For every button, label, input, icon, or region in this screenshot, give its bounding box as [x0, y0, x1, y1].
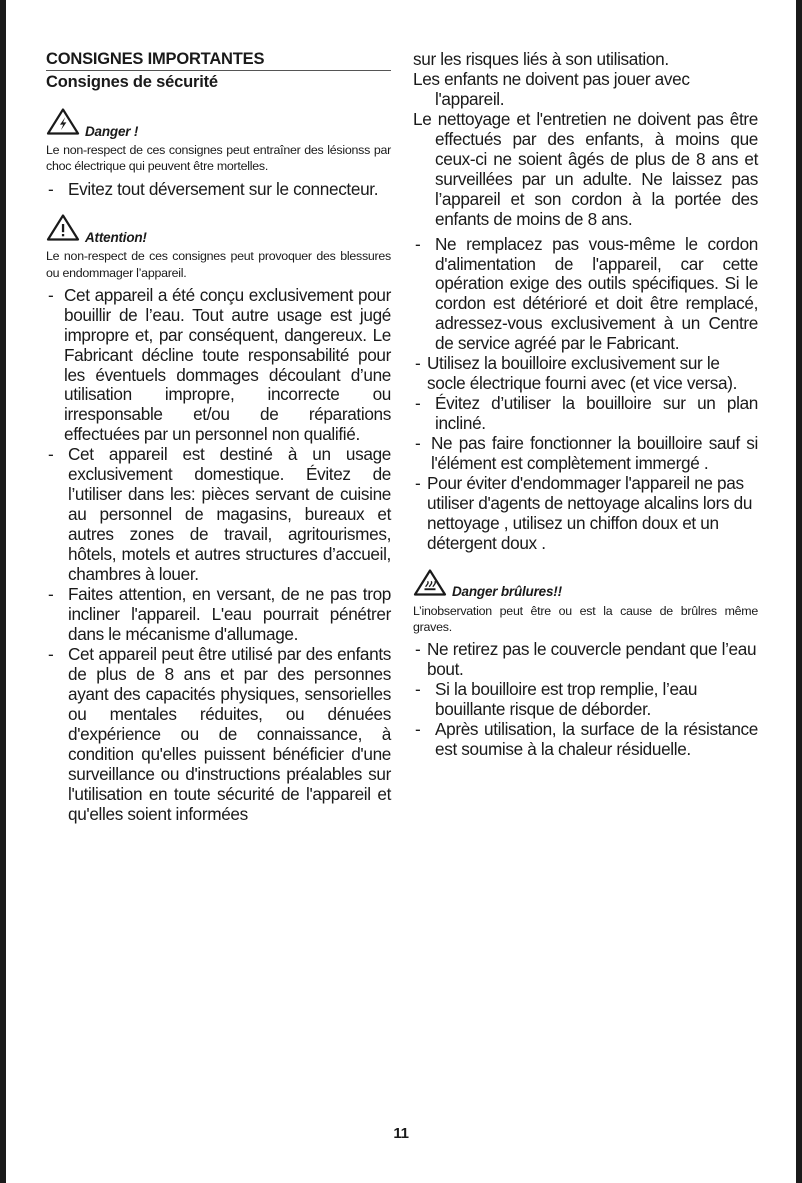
list-bullet-dash: - — [48, 643, 54, 664]
danger-warning-list — [46, 180, 391, 200]
list-item-text: Ne remplacez pas vous-même le cordon d'alimentation de l'appareil, car cette opération exige des outils spécifiques. Si le cordon est détérioré et doit être remplacé, adressez-vous exclusivement à un Centre de service agréé par le Fabricant. — [435, 233, 758, 354]
left-column — [46, 50, 391, 824]
right-column — [413, 50, 758, 824]
danger-warning-block — [46, 107, 391, 199]
list-bullet-dash: - — [415, 433, 421, 454]
list-bullet-dash: - — [415, 639, 421, 660]
list-bullet-dash: - — [415, 678, 421, 699]
attention-warning-text: Le non-respect de ces consignes peut provoquer des blessures ou endommager l’appareil. — [46, 249, 391, 280]
list-item — [413, 434, 758, 474]
list-item-text: Evitez tout déversement sur le connecteur. — [68, 178, 379, 199]
list-item-text: Ne pas faire fonctionner la bouilloire sauf si l'élément est complètement immergé . — [431, 433, 758, 474]
list-bullet-dash: - — [415, 233, 421, 254]
list-item — [413, 474, 758, 554]
list-bullet-dash: - — [48, 444, 54, 465]
attention-warning-title: Attention! — [85, 229, 147, 245]
burns-danger-warning-text: L’inobservation peut être ou est la cause de brûlres même graves. — [413, 603, 758, 634]
list-item-text: Après utilisation, la surface de la résistance est soumise à la chaleur résiduelle. — [435, 718, 758, 759]
list-item — [46, 180, 391, 200]
list-item — [413, 354, 758, 394]
list-item-text: Cet appareil est destiné à un usage exclusivement domestique. Évitez de l’utiliser dans les: pièces servant de cuisine au personnel de magasins, bureaux et autres zones de travail, agritourismes, hôtels, motels et autres structures d’accueil, chambres à louer. — [68, 444, 391, 585]
list-item — [413, 394, 758, 434]
paragraph: Le nettoyage et l'entretien ne doivent pas être effectués par des enfants, à moins que ceux-ci ne soient âgés de plus de 8 ans et surveillées par un adulte. Ne laissez pas l’appareil et son cordon à la portée des enfants de moins de 8 ans. — [413, 108, 758, 229]
list-item — [413, 680, 758, 720]
page-right-edge-bar — [796, 0, 802, 1183]
list-item-text: Évitez d’utiliser la bouilloire sur un plan incliné. — [435, 393, 758, 434]
attention-warning-header — [46, 213, 391, 247]
list-bullet-dash: - — [415, 473, 421, 494]
list-bullet-dash: - — [48, 284, 54, 305]
page-title: CONSIGNES IMPORTANTES — [46, 50, 391, 71]
page-left-edge-bar — [0, 0, 6, 1183]
list-item-text: Ne retirez pas le couvercle pendant que l’eau bout. — [427, 639, 757, 680]
danger-warning-text: Le non-respect de ces consignes peut entraîner des lésionss par choc électrique qui peuvent être mortelles. — [46, 143, 391, 174]
two-column-layout — [46, 50, 758, 824]
list-item — [413, 720, 758, 760]
list-item-text: Utilisez la bouilloire exclusivement sur le socle électrique fourni avec (et vice versa). — [427, 353, 737, 394]
list-item-text: Cet appareil peut être utilisé par des enfants de plus de 8 ans et par des personnes ayant des capacités physiques, sensorielles ou mentales réduites, ou dénuées d'expérience ou de connaissance, à condition qu'elles puissent bénéficier d'une surveillance ou d'instructions préalables sur l'utilisation en toute sécurité de l'appareil et qu'elles soient informées — [68, 643, 391, 824]
paragraph: Les enfants ne doivent pas jouer avec l'appareil. — [413, 68, 690, 109]
section-subtitle: Consignes de sécurité — [46, 73, 218, 92]
list-item-text: Si la bouilloire est trop remplie, l’eau bouillante risque de déborder. — [435, 678, 698, 719]
attention-warning-list — [46, 286, 391, 825]
continuation-text: sur les risques liés à son utilisation. — [413, 49, 669, 69]
warning-triangle-hot-surface-icon — [413, 568, 447, 602]
list-item — [46, 445, 391, 585]
list-bullet-dash: - — [415, 353, 421, 374]
list-item — [413, 235, 758, 355]
right-column-list — [413, 235, 758, 554]
list-item — [413, 640, 758, 680]
danger-warning-title: Danger ! — [85, 123, 139, 139]
list-bullet-dash: - — [48, 584, 54, 605]
list-item-text: Cet appareil a été conçu exclusivement pour bouillir de l’eau. Tout autre usage est jugé impropre et, par conséquent, dangereux. Le Fabricant décline toute responsabilité pour les éventuels dommages découlant d’une utilisation impropre, incorrecte ou irresponsable et/ou de réparations effectuées par un personnel non qualifié. — [64, 284, 391, 445]
list-item-text: Pour éviter d'endommager l'appareil ne pas utiliser d'agents de nettoyage alcalins lors du nettoyage , utilisez un chiffon doux et un détergent doux . — [427, 473, 753, 553]
list-item — [46, 585, 391, 645]
burns-danger-warning-list — [413, 640, 758, 760]
list-item — [46, 645, 391, 825]
list-bullet-dash: - — [48, 178, 54, 199]
attention-warning-block — [46, 213, 391, 824]
list-item-text: Faites attention, en versant, de ne pas trop incliner l'appareil. L'eau pourrait pénétrer dans le mécanisme d'allumage. — [68, 584, 391, 644]
warning-triangle-exclamation-icon — [46, 213, 80, 247]
burns-danger-warning-header — [413, 568, 758, 602]
danger-warning-header — [46, 107, 391, 141]
list-bullet-dash: - — [415, 718, 421, 739]
warning-triangle-electric-shock-icon — [46, 107, 80, 141]
list-item — [46, 286, 391, 446]
page-number: 11 — [393, 1125, 409, 1142]
burns-danger-warning-title: Danger brûlures!! — [452, 584, 562, 600]
list-bullet-dash: - — [415, 393, 421, 414]
burns-danger-warning-block — [413, 568, 758, 760]
